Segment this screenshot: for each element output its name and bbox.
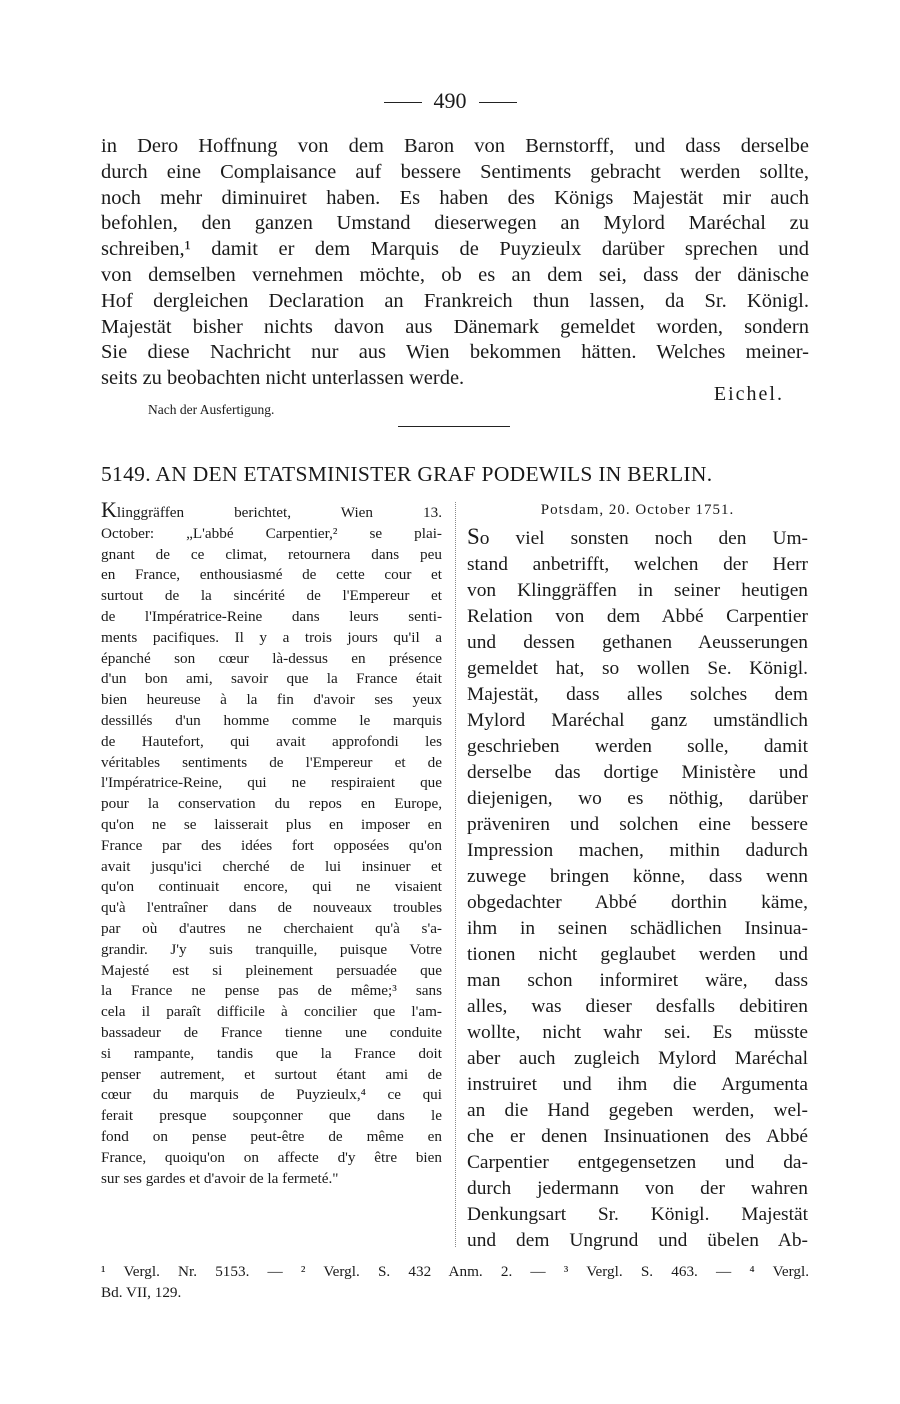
source-note: Nach der Ausfertigung. xyxy=(148,402,275,417)
text-line: bien heureuse à la fin d'avoir ses yeux xyxy=(101,691,442,709)
text-line: France, quoiqu'on on affecte d'y être bien xyxy=(101,1148,442,1166)
text-line: zuwege bringen könne, dass wenn xyxy=(467,866,808,887)
text-line: diejenigen, wo es nöthig, darüber xyxy=(467,788,808,809)
left-column-summary xyxy=(101,497,442,1189)
dateline: Potsdam, 20. October 1751. xyxy=(540,502,735,518)
section-rule xyxy=(398,426,510,427)
text-line: la France ne pense pas de même;³ sans xyxy=(101,982,442,1000)
text-line: ihm in seinen schädlichen Insinua- xyxy=(467,918,808,939)
text-line: che er denen Insinuationen des Abbé xyxy=(467,1126,808,1147)
text-line: qu'on ne se laisserait plus en imposer en xyxy=(101,815,442,833)
text-line: October: „L'abbé Carpentier,² se plai- xyxy=(101,524,442,542)
text-line: derselbe das dortige Ministère und xyxy=(467,762,808,783)
text-line: Hof dergleichen Declaration an Frankreich thun lassen, da Sr. Königl. xyxy=(101,289,809,312)
column-divider xyxy=(455,502,456,1247)
drop-initial: K xyxy=(101,497,117,522)
footnote-line: Bd. VII, 129. xyxy=(101,1283,182,1301)
text-line: si rampante, tandis que la France doit xyxy=(101,1044,442,1062)
text-line: avait jusqu'ici cherché de lui insinuer et xyxy=(101,857,442,875)
footnote-line: ¹ Vergl. Nr. 5153. — ² Vergl. S. 432 Anm. 2. — ³ Vergl. S. 463. — ⁴ Vergl. xyxy=(101,1263,809,1280)
text-line: de Hautefort, qui avait approfondi les xyxy=(101,732,442,750)
text-line: cela il paraît difficile à concilier que l'am- xyxy=(101,1003,442,1021)
footnotes xyxy=(101,1262,809,1303)
text-line: gemeldet hat, so wollen Se. Königl. xyxy=(467,658,808,679)
text-line: in Dero Hoffnung von dem Baron von Bernstorff, und dass derselbe xyxy=(101,135,809,157)
text-line: tionen nicht geglaubet werden und xyxy=(467,944,808,965)
text-line: alles, was dieser desfalls debitiren xyxy=(467,996,808,1017)
text-line: stand anbetrifft, welchen der Herr xyxy=(467,554,808,575)
text-line: sur ses gardes et d'avoir de la fermeté." xyxy=(101,1169,339,1187)
text-line: aber auch zugleich Mylord Maréchal xyxy=(467,1048,808,1069)
text-line: ments pacifiques. Il y a trois jours qu'il a xyxy=(101,628,442,646)
text-line: Carpentier entgegensetzen und da- xyxy=(467,1152,808,1173)
text-line: und dem Ungrund und übelen Ab- xyxy=(467,1230,808,1251)
text-line: linggräffen berichtet, Wien 13. xyxy=(116,504,442,521)
text-line: pour la conservation du repos en Europe, xyxy=(101,795,442,813)
text-line: grandir. J'y suis tranquille, puisque Votre xyxy=(101,940,442,958)
text-line: dessillés d'un homme comme le marquis xyxy=(101,711,442,729)
text-line: Majestät, dass alles solches dem xyxy=(467,684,808,705)
text-line: cœur du marquis de Puyzieulx,⁴ ce qui xyxy=(101,1086,442,1104)
drop-initial: S xyxy=(467,524,480,549)
left-dash xyxy=(384,102,422,103)
text-line: an die Hand gegeben werden, wel- xyxy=(467,1100,808,1121)
text-line: l'Impératrice-Reine, qui ne respiraient que xyxy=(101,774,442,792)
text-line: épanché son cœur là-dessus en présence xyxy=(101,649,442,667)
right-column-letter xyxy=(467,500,808,1254)
text-line: geschrieben werden solle, damit xyxy=(467,736,808,757)
text-line: Sie diese Nachricht nur aus Wien bekommen hätten. Welches meiner- xyxy=(101,341,809,364)
text-line: France par des idées fort opposées qu'on xyxy=(101,836,442,854)
text-line: gnant de ce climat, retournera dans peu xyxy=(101,545,442,563)
text-line: wollte, nicht wahr sei. Es müsste xyxy=(467,1022,808,1043)
text-line: penser autrement, et surtout étant ami de xyxy=(101,1065,442,1083)
text-line: d'un bon ami, savoir que la France était xyxy=(101,670,442,688)
text-line: von demselben vernehmen möchte, ob es an dem sei, dass der dänische xyxy=(101,263,809,286)
text-line: durch eine Complaisance auf bessere Sentiments gebracht werden sollte, xyxy=(101,160,809,183)
text-line: Mylord Maréchal ganz umständlich xyxy=(467,710,808,731)
right-dash xyxy=(479,102,517,103)
text-line: qu'on continuait encore, qui ne visaient xyxy=(101,878,442,896)
text-line: befohlen, den ganzen Umstand dieserwegen an Mylord Maréchal zu xyxy=(101,212,809,235)
text-line: fond on pense peut-être de même en xyxy=(101,1127,442,1145)
text-line: obgedachter Abbé dorthin käme, xyxy=(467,892,808,913)
page-number: 490 xyxy=(433,88,467,113)
text-line: Relation von dem Abbé Carpentier xyxy=(467,606,808,627)
text-line: schreiben,¹ damit er dem Marquis de Puyzieulx darüber sprechen und xyxy=(101,238,809,261)
text-line: von Klinggräffen in seiner heutigen xyxy=(467,580,808,601)
text-line: Denkungsart Sr. Königl. Majestät xyxy=(467,1204,808,1225)
text-line: Impression machen, mithin dadurch xyxy=(467,840,808,861)
text-line: durch jedermann von der wahren xyxy=(467,1178,808,1199)
text-line: en France, enthousiasmé de cette cour et xyxy=(101,566,442,584)
document-heading: 5149. AN DEN ETATSMINISTER GRAF PODEWILS IN BERLIN. xyxy=(101,462,713,486)
text-line: surtout de la sincérité de l'Empereur et xyxy=(101,587,442,605)
text-line: man schon informiret wäre, dass xyxy=(467,970,808,991)
text-line: de l'Impératrice-Reine dans leurs senti- xyxy=(101,607,442,625)
text-line: Majesté est si pleinement persuadée que xyxy=(101,961,442,979)
text-line: bassadeur de France tienne une conduite xyxy=(101,1023,442,1041)
text-line: o viel sonsten noch den Um- xyxy=(479,528,808,549)
text-line: präveniren und solchen eine bessere xyxy=(467,814,808,835)
text-line: qu'à l'entraîner dans de nouveaux troubles xyxy=(101,899,442,917)
page-number-area xyxy=(0,88,900,114)
text-line: ferait presque soupçonner que dans le xyxy=(101,1107,442,1125)
text-line: véritables sentiments de l'Empereur et de xyxy=(101,753,442,771)
text-line: par où d'autres ne cherchaient qu'à s'a- xyxy=(101,919,442,937)
text-line: Majestät bisher nichts davon aus Dänemark gemeldet worden, sondern xyxy=(101,315,809,338)
text-line: und dessen gethanen Aeusserungen xyxy=(467,632,808,653)
text-line: seits zu beobachten nicht unterlassen werde. xyxy=(101,367,465,390)
signature: Eichel. xyxy=(713,383,784,405)
text-line: noch mehr diminuiret haben. Es haben des Königs Majestät mir auch xyxy=(101,186,809,209)
continuation-paragraph xyxy=(101,134,809,392)
text-line: instruiret und ihm die Argumenta xyxy=(467,1074,808,1095)
